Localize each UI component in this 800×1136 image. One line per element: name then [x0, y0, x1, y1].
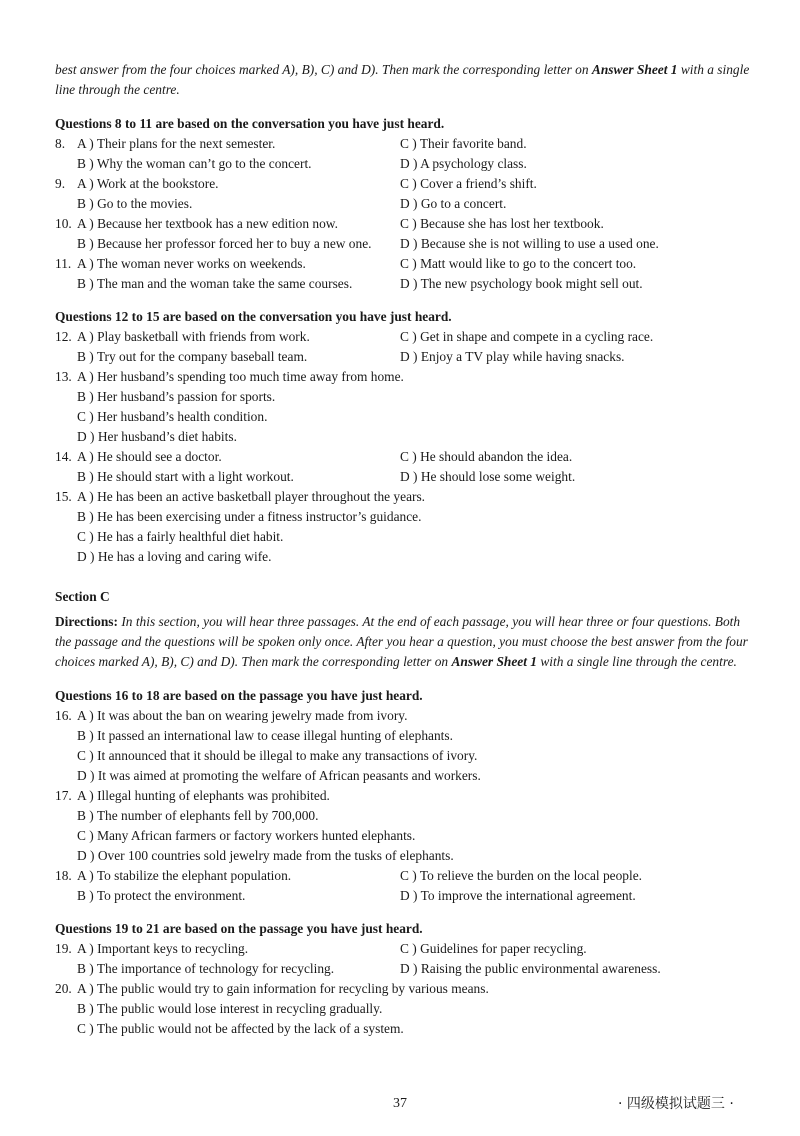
option-c: C ) Guidelines for paper recycling. — [400, 941, 587, 956]
running-footer-title: · 四级模拟试题三 · — [618, 1096, 734, 1112]
directions-text-end: with a single line through the centre. — [537, 654, 737, 669]
question-11 — [55, 254, 755, 294]
option-a: A ) Illegal hunting of elephants was prohibited. — [77, 788, 330, 803]
option-d: D ) The new psychology book might sell out. — [400, 276, 643, 291]
question-number: 12. — [55, 329, 72, 344]
option-b: B ) Because her professor forced her to buy a new one. — [77, 236, 372, 251]
intro-answer-sheet: Answer Sheet 1 — [591, 62, 678, 77]
intro-directions — [55, 60, 755, 100]
option-a: A ) Important keys to recycling. — [77, 941, 249, 956]
option-a: A ) Play basketball with friends from work. — [77, 329, 310, 344]
question-number: 8. — [55, 136, 66, 151]
option-d: D ) He should lose some weight. — [400, 469, 576, 484]
option-c: C ) It announced that it should be illegal to make any transactions of ivory. — [77, 748, 478, 763]
question-10 — [55, 214, 755, 254]
directions-label: Directions: — [55, 614, 118, 629]
section-title: Section C — [55, 589, 110, 604]
directions-text: In this section, you will hear three passages. At the end of each passage, you will hear three or four questions. Both the passage and the questions will be spoken only once. After you hear a question, you must choose the best answer from the four choices marked A), B), C) and D). Then mark the corresponding letter on — [55, 614, 748, 669]
question-17 — [55, 786, 755, 866]
question-number: 17. — [55, 788, 72, 803]
intro-text-end: with a single line through the centre. — [55, 62, 750, 97]
option-b: B ) The man and the woman take the same courses. — [77, 276, 353, 291]
question-number: 16. — [55, 708, 72, 723]
option-c: C ) Cover a friend’s shift. — [400, 176, 537, 191]
option-c: C ) The public would not be affected by the lack of a system. — [77, 1021, 404, 1036]
directions-answer-sheet: Answer Sheet 1 — [451, 654, 538, 669]
question-number: 10. — [55, 216, 72, 231]
question-group-header: Questions 8 to 11 are based on the conversation you have just heard. — [55, 116, 445, 131]
option-d: D ) Because she is not willing to use a used one. — [400, 236, 659, 251]
option-d: D ) Her husband’s diet habits. — [77, 429, 237, 444]
option-b: B ) To protect the environment. — [77, 888, 246, 903]
question-16 — [55, 706, 755, 786]
option-b: B ) Try out for the company baseball team. — [77, 349, 308, 364]
question-14 — [55, 447, 755, 487]
question-number: 19. — [55, 941, 72, 956]
option-b: B ) Why the woman can’t go to the concert. — [77, 156, 312, 171]
option-d: D ) Raising the public environmental awareness. — [400, 961, 661, 976]
question-9 — [55, 174, 755, 214]
question-number: 18. — [55, 868, 72, 883]
option-a: A ) Work at the bookstore. — [77, 176, 219, 191]
question-number: 13. — [55, 369, 72, 384]
option-d: D ) It was aimed at promoting the welfare of African peasants and workers. — [77, 768, 481, 783]
page-number: 37 — [393, 1096, 407, 1111]
option-a: A ) It was about the ban on wearing jewelry made from ivory. — [77, 708, 408, 723]
question-number: 9. — [55, 176, 66, 191]
option-a: A ) He should see a doctor. — [77, 449, 222, 464]
option-b: B ) Go to the movies. — [77, 196, 193, 211]
intro-text: best answer from the four choices marked A), B), C) and D). Then mark the corresponding letter on — [55, 62, 592, 77]
question-number: 11. — [55, 256, 72, 271]
question-number: 15. — [55, 489, 72, 504]
option-c: C ) He has a fairly healthful diet habit. — [77, 529, 284, 544]
option-b: B ) He has been exercising under a fitness instructor’s guidance. — [77, 509, 422, 524]
question-group-header: Questions 19 to 21 are based on the passage you have just heard. — [55, 921, 423, 936]
option-b: B ) It passed an international law to cease illegal hunting of elephants. — [77, 728, 453, 743]
option-a: A ) He has been an active basketball player throughout the years. — [77, 489, 426, 504]
option-b: B ) He should start with a light workout. — [77, 469, 294, 484]
page-content — [55, 60, 755, 1039]
option-b: B ) Her husband’s passion for sports. — [77, 389, 276, 404]
option-a: A ) The public would try to gain information for recycling by various means. — [77, 981, 489, 996]
option-c: C ) He should abandon the idea. — [400, 449, 573, 464]
option-a: A ) Their plans for the next semester. — [77, 136, 276, 151]
option-b: B ) The number of elephants fell by 700,000. — [77, 808, 319, 823]
option-d: D ) Go to a concert. — [400, 196, 507, 211]
option-c: C ) Many African farmers or factory workers hunted elephants. — [77, 828, 416, 843]
option-b: B ) The public would lose interest in recycling gradually. — [77, 1001, 383, 1016]
option-d: D ) Enjoy a TV play while having snacks. — [400, 349, 625, 364]
option-c: C ) Matt would like to go to the concert too. — [400, 256, 637, 271]
question-group-header: Questions 16 to 18 are based on the passage you have just heard. — [55, 688, 423, 703]
option-a: A ) Her husband’s spending too much time away from home. — [77, 369, 404, 384]
option-c: C ) To relieve the burden on the local people. — [400, 868, 642, 883]
question-group-header: Questions 12 to 15 are based on the conversation you have just heard. — [55, 309, 452, 324]
question-20 — [55, 979, 755, 1039]
question-12 — [55, 327, 755, 367]
option-a: A ) To stabilize the elephant population. — [77, 868, 292, 883]
question-18 — [55, 866, 755, 906]
option-c: C ) Her husband’s health condition. — [77, 409, 268, 424]
question-15 — [55, 487, 755, 567]
option-c: C ) Get in shape and compete in a cycling race. — [400, 329, 654, 344]
question-13 — [55, 367, 755, 447]
question-number: 14. — [55, 449, 72, 464]
option-d: D ) A psychology class. — [400, 156, 527, 171]
option-d: D ) To improve the international agreement. — [400, 888, 636, 903]
question-19 — [55, 939, 755, 979]
question-number: 20. — [55, 981, 72, 996]
option-d: D ) Over 100 countries sold jewelry made from the tusks of elephants. — [77, 848, 454, 863]
option-c: C ) Their favorite band. — [400, 136, 527, 151]
option-b: B ) The importance of technology for recycling. — [77, 961, 335, 976]
question-8 — [55, 134, 755, 174]
option-d: D ) He has a loving and caring wife. — [77, 549, 272, 564]
option-c: C ) Because she has lost her textbook. — [400, 216, 604, 231]
section-directions — [55, 612, 755, 672]
option-a: A ) The woman never works on weekends. — [77, 256, 306, 271]
option-a: A ) Because her textbook has a new edition now. — [77, 216, 338, 231]
